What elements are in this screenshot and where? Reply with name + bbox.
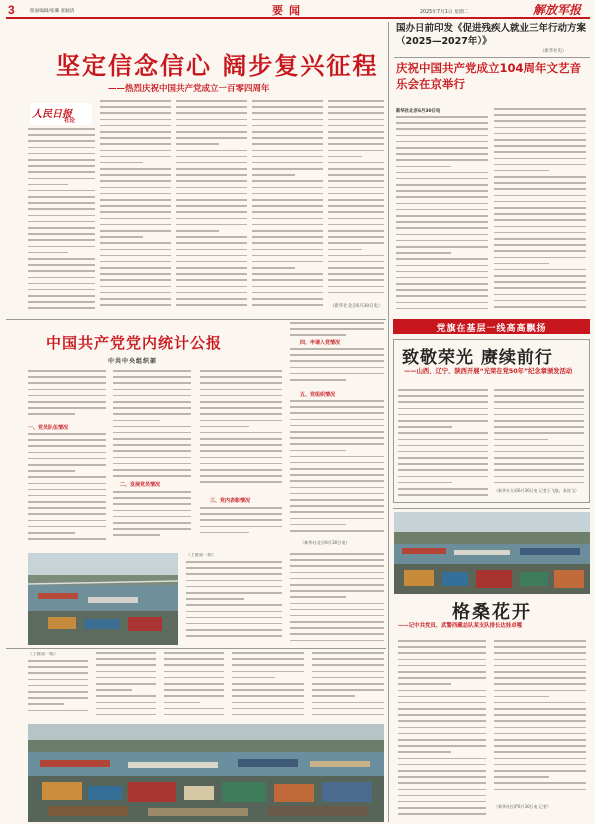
issue-date: 2025年7月1日 星期二 — [420, 10, 469, 15]
bottom-right-col-1 — [398, 640, 486, 820]
bottom-title: 格桑花开 — [452, 602, 532, 623]
bottom-col-3 — [164, 652, 224, 720]
editorial-logo — [30, 103, 92, 125]
editorial-col-5 — [328, 100, 384, 300]
main-headline: 坚定信念信心 阔步复兴征程 — [56, 52, 379, 80]
bottom-col-5 — [312, 652, 384, 720]
stats-col-2b — [113, 491, 191, 543]
harbor-photo-2 — [28, 724, 384, 822]
bottom-rule — [6, 648, 386, 649]
bottom-caption: （上接第一版） — [28, 652, 59, 657]
editorial-col-1 — [28, 128, 95, 314]
stats-col-5 — [290, 400, 384, 540]
disability-headline: 国办日前印发《促进残疾人就业三年行动方案（2025—2027年）》 — [396, 23, 587, 47]
section-title: 要闻 — [272, 4, 306, 17]
main-subtitle: ——热烈庆祝中国共产党成立一百零四周年 — [108, 84, 270, 94]
harbor-photo-2-image — [28, 724, 384, 822]
editors-line: 版面编辑/张璐 张颖清 — [30, 9, 75, 14]
stats-col-1 — [28, 370, 106, 422]
disability-byline: （新华社电） — [540, 49, 567, 54]
stats-col-4 — [290, 348, 384, 388]
page-number: 3 — [8, 3, 15, 17]
column-divider — [388, 22, 389, 822]
masthead-logo: 解放军报 — [533, 3, 582, 17]
header-rule — [6, 17, 590, 19]
bottom-col-4 — [232, 652, 304, 720]
concert-dateline: 新华社北京6月30日电 — [396, 109, 441, 114]
editorial-tag: 社论 — [64, 118, 76, 124]
stats-title: 中国共产党党内统计公报 — [46, 334, 223, 352]
bottom-col-2 — [96, 652, 156, 720]
feature-subtitle: ——山西、辽宁、陕西开展“光荣在党50年”纪念章颁发活动 — [404, 368, 573, 375]
bottom-right-col-2 — [494, 640, 586, 800]
stats-org: 中共中央组织部 — [108, 358, 158, 365]
stats-col-1b — [28, 433, 106, 543]
section-rule — [394, 57, 590, 58]
editorial-logo-text: 人民日报 — [32, 109, 72, 120]
feature-col-2 — [494, 389, 584, 487]
stats-rule — [6, 319, 386, 320]
tibet-photo — [394, 512, 590, 594]
stats-section-5: 五、党组织情况 — [300, 392, 336, 398]
editorial-col-3 — [176, 100, 247, 314]
tibet-photo-image — [394, 512, 590, 594]
harbor-photo-1-image — [28, 553, 178, 645]
section-banner — [393, 319, 590, 334]
editorial-col-2 — [100, 100, 171, 314]
concert-headline: 庆祝中国共产党成立104周年文艺音乐会在京举行 — [396, 61, 582, 91]
stats-photo-caption: （上接第一版） — [186, 553, 217, 558]
stats-byline: （新华社北京6月30日电） — [300, 540, 350, 545]
stats-col-3b — [200, 507, 282, 543]
mid-col-2 — [186, 561, 282, 645]
concert-col-2 — [494, 108, 586, 316]
harbor-photo-1 — [28, 553, 178, 645]
stats-section-2: 二、发展党员情况 — [120, 482, 161, 488]
stats-section-4: 四、申请入党情况 — [300, 340, 341, 346]
feature-byline: （新华社太原6月30日电 记者王飞航、张连飞） — [494, 488, 579, 493]
stats-col-2 — [113, 370, 191, 480]
feature-col-1 — [398, 389, 488, 497]
stats-section-1: 一、党员队伍情况 — [28, 425, 69, 431]
feature-title: 致敬荣光 赓续前行 — [402, 348, 553, 368]
editorial-col-4 — [252, 100, 323, 314]
bottom-right-rule — [393, 508, 590, 509]
editorial-byline: （新华社北京6月30日电） — [330, 304, 383, 309]
bottom-subtitle: ——记中共党员、武警西藏总队某支队排长达娃卓嘎 — [398, 623, 522, 629]
concert-col-1 — [396, 116, 488, 316]
bottom-col-1 — [28, 660, 88, 720]
stats-col-3 — [200, 370, 282, 488]
section-banner-text: 党旗在基层一线高高飘扬 — [436, 324, 547, 334]
bottom-byline: （新华社拉萨6月30日电 记者） — [494, 804, 551, 809]
stats-section-3: 三、党内表彰情况 — [210, 498, 251, 504]
mid-col-3 — [290, 553, 384, 645]
